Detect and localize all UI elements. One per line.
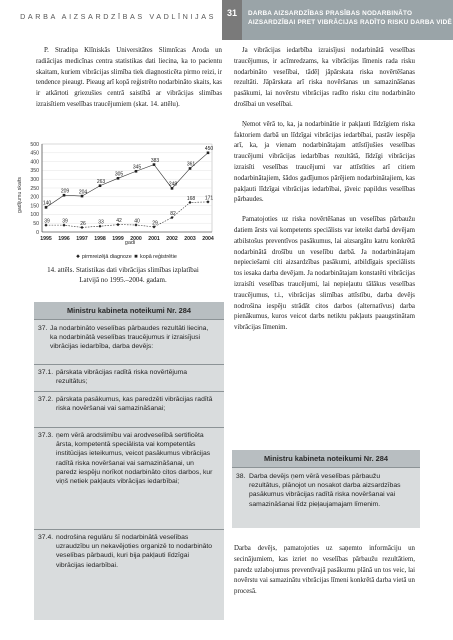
regulation-item-text: Darba devējs ņem vērā veselības pārbaužu rezultātus, plānojot un nosakot darba aizsardzības pasākumus vibrācijas radītā riska novēršanai vai samazināšanai līdz pieļaujamajam līmenim.	[249, 473, 401, 508]
x-tick-label: 1996	[58, 236, 70, 242]
x-tick-label: 2003	[184, 236, 196, 242]
data-label: 168	[186, 195, 196, 202]
y-tick-label: 400	[30, 159, 39, 166]
left-column-text	[36, 46, 222, 120]
regulation-item-number: 37.3.	[38, 432, 54, 439]
regulation-item-number: 37.2.	[38, 396, 54, 403]
data-label: 42	[116, 218, 122, 225]
data-label: 82	[170, 210, 176, 217]
regulation-item-number: 38.	[236, 473, 246, 480]
data-label: 40	[134, 218, 140, 225]
data-label: 33	[98, 219, 104, 226]
x-tick-label: 1999	[112, 236, 124, 242]
data-label: 171	[204, 195, 214, 202]
figure-caption: 14. attēls. Statistikas dati vibrācijas slimības izplatībai Latvijā no 1995.–2004. gadam.	[47, 266, 199, 284]
right-column-text	[234, 46, 415, 343]
box-divider	[34, 364, 224, 365]
box-divider	[34, 427, 224, 428]
data-label: 39	[44, 218, 50, 225]
paragraph-2: Ņemot vērā to, ka, ja nodarbinātie ir pakļauti līdzīgiem riska faktoriem darbā un līdzīgai vibrācijas iedarbībai, pastāv iespēja arī, ka, ja vienam nodarbinātajam attīstījušies veselības traucējumi vibrācijas iedarbības rezultātā, līdzīgi vibrācijas izraisīti veselības traucējumi var attīstīties arī citiem nodarbinātajiem, šādos gadījumos pārējiem nodarbinātajiem, kas pakļauti līdzīgai vibrācijas iedarbībai, jāveic papildus veselības pārbaudes.	[234, 120, 415, 204]
data-label: 140	[42, 200, 52, 207]
data-label: 204	[78, 189, 88, 196]
y-tick-label: 100	[30, 212, 39, 219]
header-section-line-1: DARBA AIZSARDZĪBAS PRASĪBAS NODARBINĀTO	[248, 10, 413, 17]
chart-svg	[14, 140, 220, 266]
data-label: 345	[132, 164, 142, 171]
y-axis-label: gadījumu skaits	[17, 176, 23, 214]
regulation-item-text: Ja nodarbināto veselības pārbaudes rezultāti liecina, ka nodarbinātā veselības traucējumus ir izraisījusi vibrācijas iedarbība, darba devējs:	[50, 325, 209, 351]
legend-marker	[135, 255, 138, 258]
box-divider	[34, 319, 224, 320]
box-divider	[34, 529, 224, 530]
y-tick-label: 300	[30, 177, 39, 183]
y-tick-label: 0	[36, 229, 39, 236]
x-tick-label: 2001	[148, 236, 160, 242]
regulation-item-number: 37.4.	[38, 534, 54, 541]
page-header	[0, 0, 453, 40]
box-divider	[34, 391, 224, 392]
legend-label: kopā reģistrētie	[140, 254, 177, 260]
y-tick-label: 50	[33, 221, 39, 227]
legend-marker	[76, 254, 80, 258]
legend-label: pirmreizējā diagnoze	[82, 254, 132, 260]
regulation-item-text: ņem vērā arodslimību vai arodveselībā sertificēta ārsta, kompetentā speciālista vai kompetentās institūcijas ieteikumus, veicot pasākumus vibrācijas radītā riska novēršanai vai samazināšanai, un paredz iespēju norīkot nodarbināto citos darbos, kur viņš netiek pakļauts vibrācijas iedarbībai;	[56, 432, 213, 486]
header-section-line-2: AIZSARDZĪBAI PRET VIBRĀCIJAS RADĪTO RISKU DARBA VIDĒ	[248, 19, 452, 26]
regulation-item-text: pārskata pasākumus, kas paredzēti vibrācijas radītā riska novēršanai vai samazināšanai;	[56, 396, 213, 413]
regulation-box-284-38	[232, 450, 420, 528]
y-tick-label: 200	[30, 194, 39, 201]
y-tick-label: 450	[30, 150, 39, 157]
x-tick-label: 2002	[166, 236, 178, 242]
data-label: 305	[114, 171, 124, 178]
regulation-item-number: 37.	[38, 325, 48, 332]
y-tick-label: 150	[30, 203, 39, 210]
x-tick-label: 2004	[202, 236, 214, 242]
data-label: 263	[96, 178, 106, 185]
data-label: 383	[150, 157, 160, 164]
right-column-closing	[234, 544, 415, 607]
data-label: 361	[186, 161, 196, 168]
regulation-box-284-37	[34, 302, 224, 620]
regulation-item-text: nodrošina regulāru šī nodarbinātā veselības uzraudzību un nekavējoties organizē to nodarbināto veselības pārbaudi, kuri bija pakļauti līdzīgai vibrācijas iedarbībai.	[56, 534, 213, 569]
chart-legend	[76, 253, 177, 260]
x-tick-label: 1998	[94, 236, 106, 242]
data-label: 248	[168, 181, 178, 188]
y-tick-label: 250	[30, 185, 39, 192]
regulation-box-title: Ministru kabineta noteikumi Nr. 284	[34, 302, 224, 319]
regulation-box-title: Ministru kabineta noteikumi Nr. 284	[232, 450, 420, 467]
intro-paragraph: P. Stradiņa Klīniskās Universitātes Slimnīcas Aroda un radiācijas medicīnas centra statistikas dati liecina, ka to pacientu skaitam, kuriem vibrācijas slimība tiek diagnosticēta pirmo reizi, ir tendence pieaugt. Pieaug arī kopā reģistrēto nodarbināto skaits, kas ir atkārtoti griezušies centrā saistībā ar vibrācijas slimības izraisītiem veselības traucējumiem (skat. 14. attēlu).	[36, 47, 222, 108]
data-label: 39	[62, 218, 68, 225]
paragraph-1: Ja vibrācijas iedarbība izraisījusi nodarbinātā veselības traucējumus, ir acīmredzams, ka vibrācijas līmenis rada risku nodarbināto veselībai, tādēļ jāpārskata riska novērtēšanas rezultāti. Jāpārskata arī riska novēršanas un samazināšanas pasākumi, lai novērstu vibrācijas radīto risku citu nodarbināto drošībai un veselībai.	[234, 47, 415, 108]
header-publication-title: DARBA AIZSARDZĪBAS VADLĪNIJAS	[20, 12, 216, 21]
data-label: 209	[60, 188, 70, 195]
data-label: 29	[152, 220, 158, 227]
data-label: 26	[80, 220, 86, 227]
box-divider	[232, 467, 420, 468]
x-axis-label: gadi	[124, 240, 136, 246]
x-tick-label: 2000	[130, 236, 142, 242]
paragraph-4: Darba devējs, pamatojoties uz saņemto informāciju un secinājumiem, kas izriet no veselības pārbaužu rezultātiem, paredz uzlabojumus preventīvajā pasākumu plānā un tos veic, lai novērstu vai samazinātu vibrācijas līmeni konkrētā darba vietā un procesā.	[234, 545, 416, 596]
header-right	[242, 0, 453, 40]
regulation-item-number: 37.1.	[38, 369, 54, 376]
paragraph-3: Pamatojoties uz riska novērtēšanas un veselības pārbaužu datiem ārsts vai kompetents speciālists var ieteikt darbā devējam atbilstošus preventīvos pasākumus, lai aizsargātu katru konkrētā nodarbinātā drošību un veselību darbā. Ja nodarbinātajam nepieciešami citi aizsardzības pasākumi, atbildīgais speciālists tos iesaka darba devējam. Ja nodarbinātajam konstatēti vibrācijas izraisīti veselības traucējumi, lai nepieļautu tālākus veselības traucējumus, t.i., vibrācijas slimības attīstību, darba devējs nodrošina iespēju strādāt citos darbos (alternatīvus) darba pienākumus, kuros veicot darbs netiktu pakļauts paaugstinātam vibrācijas līmenim.	[234, 216, 415, 332]
y-tick-label: 350	[30, 168, 39, 175]
x-tick-label: 1995	[40, 236, 52, 242]
header-left	[0, 0, 222, 40]
y-tick-label: 500	[30, 141, 39, 148]
regulation-item-text: pārskata vibrācijas radītā riska novērtējuma rezultātus;	[56, 369, 188, 386]
x-tick-label: 1997	[76, 236, 88, 242]
page-number: 31	[222, 0, 242, 40]
vibration-statistics-chart	[14, 140, 220, 266]
data-label: 450	[204, 146, 214, 152]
